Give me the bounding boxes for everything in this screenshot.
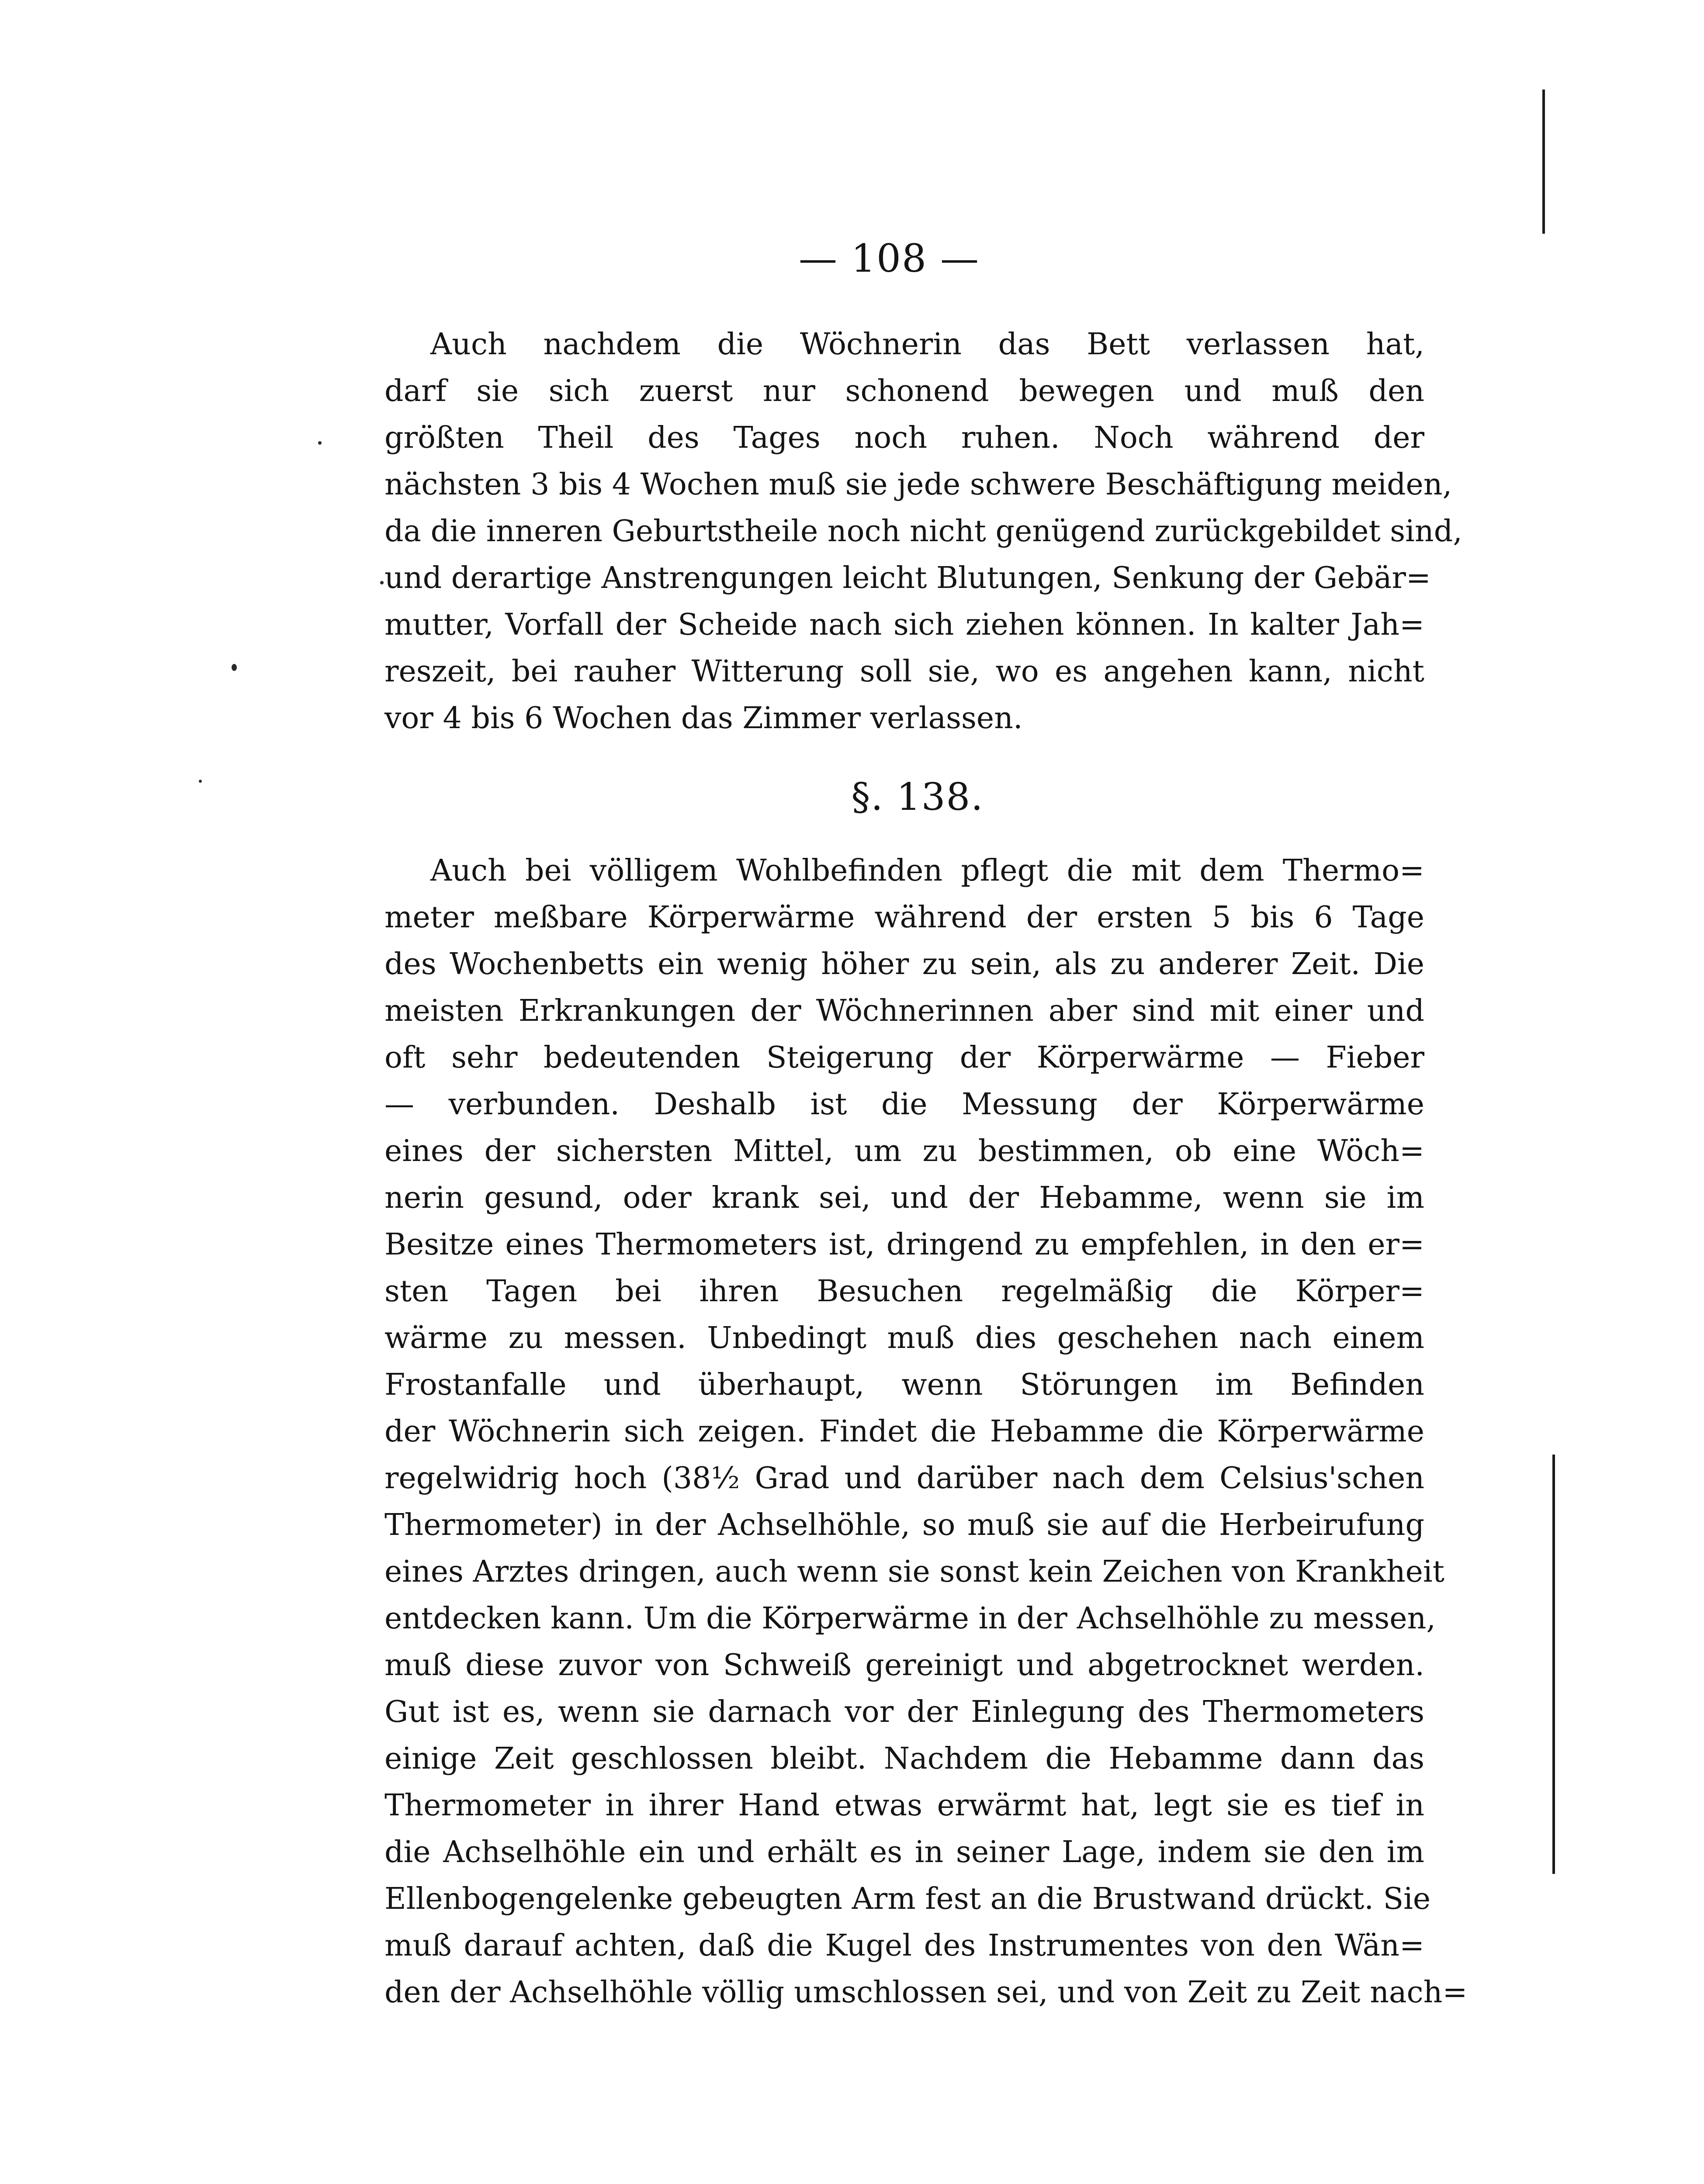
text-line: der Wöchnerin sich zeigen. Findet die Hebamme die Körperwärme: [384, 1414, 1424, 1449]
text-line: meter meßbare Körperwärme während der ersten 5 bis 6 Tage: [384, 900, 1424, 935]
ink-speck: [318, 441, 322, 445]
text-line: Gut ist es, wenn sie darnach vor der Einlegung des Thermometers: [384, 1695, 1424, 1729]
text-line: Thermometer) in der Achselhöhle, so muß sie auf die Herbeirufung: [384, 1508, 1424, 1542]
text-line: Ellenbogengelenke gebeugten Arm fest an die Brustwand drückt. Sie: [384, 1882, 1431, 1916]
text-line: eines Arztes dringen, auch wenn sie sonst kein Zeichen von Krankheit: [384, 1555, 1444, 1589]
text-line: Auch bei völligem Wohlbefinden pflegt die mit dem Thermo=: [430, 854, 1424, 888]
text-line: Auch nachdem die Wöchnerin das Bett verlassen hat,: [430, 327, 1424, 362]
section-heading: §. 138.: [851, 775, 984, 819]
text-line: nerin gesund, oder krank sei, und der Hebamme, wenn sie im: [384, 1181, 1424, 1215]
text-line: da die inneren Geburtstheile noch nicht genügend zurückgebildet sind,: [384, 514, 1462, 549]
ink-speck: [232, 664, 237, 671]
text-line: die Achselhöhle ein und erhält es in seiner Lage, indem sie den im: [384, 1835, 1424, 1870]
text-line: Besitze eines Thermometers ist, dringend zu empfehlen, in den er=: [384, 1227, 1424, 1262]
text-line: nächsten 3 bis 4 Wochen muß sie jede schwere Beschäftigung meiden,: [384, 467, 1452, 502]
text-line: entdecken kann. Um die Körperwärme in der Achselhöhle zu messen,: [384, 1601, 1436, 1636]
paragraph-2: [384, 847, 1468, 2016]
text-line: muß diese zuvor von Schweiß gereinigt und abgetrocknet werden.: [384, 1648, 1424, 1683]
text-line: einige Zeit geschlossen bleibt. Nachdem die Hebamme dann das: [384, 1742, 1424, 1776]
text-line: Thermometer in ihrer Hand etwas erwärmt hat, legt sie es tief in: [384, 1788, 1424, 1823]
text-line: und derartige Anstrengungen leicht Blutungen, Senkung der Gebär=: [384, 561, 1431, 595]
text-line: den der Achselhöhle völlig umschlossen sei, und von Zeit zu Zeit nach=: [384, 1975, 1468, 2010]
ink-speck: [380, 581, 384, 584]
page-number: — 108 —: [799, 236, 980, 281]
text-line: größten Theil des Tages noch ruhen. Noch während der: [384, 421, 1424, 455]
paragraph-1: [384, 321, 1462, 742]
text-line: des Wochenbetts ein wenig höher zu sein, als zu anderer Zeit. Die: [384, 947, 1424, 981]
margin-rule-top: [1542, 90, 1545, 234]
text-line: muß darauf achten, daß die Kugel des Instrumentes von den Wän=: [384, 1928, 1424, 1963]
text-line: meisten Erkrankungen der Wöchnerinnen aber sind mit einer und: [384, 994, 1424, 1028]
text-line: oft sehr bedeutenden Steigerung der Körperwärme — Fieber: [384, 1040, 1424, 1075]
text-line: mutter, Vorfall der Scheide nach sich ziehen können. In kalter Jah=: [384, 608, 1424, 642]
text-line: darf sie sich zuerst nur schonend bewegen und muß den: [384, 374, 1424, 408]
text-line: regelwidrig hoch (38½ Grad und darüber nach dem Celsius'schen: [384, 1461, 1424, 1496]
text-line: sten Tagen bei ihren Besuchen regelmäßig die Körper=: [384, 1274, 1424, 1309]
text-line: eines der sichersten Mittel, um zu bestimmen, ob eine Wöch=: [384, 1134, 1424, 1168]
text-line: — verbunden. Deshalb ist die Messung der Körperwärme: [384, 1087, 1424, 1122]
text-line: Frostanfalle und überhaupt, wenn Störungen im Befinden: [384, 1368, 1424, 1402]
text-line: reszeit, bei rauher Witterung soll sie, wo es angehen kann, nicht: [384, 654, 1424, 689]
text-line: wärme zu messen. Unbedingt muß dies geschehen nach einem: [384, 1321, 1424, 1355]
margin-rule-bottom: [1552, 1455, 1555, 1874]
text-line: vor 4 bis 6 Wochen das Zimmer verlassen.: [384, 701, 1023, 736]
